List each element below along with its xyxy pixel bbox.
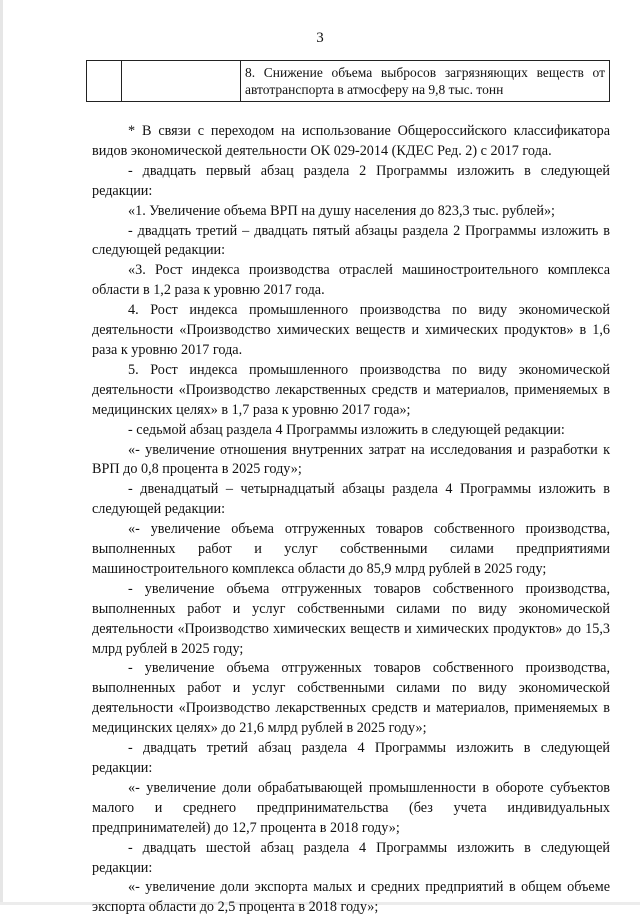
table-row bbox=[87, 61, 610, 102]
paragraph: - двадцать первый абзац раздела 2 Программы изложить в следующей редакции: bbox=[92, 162, 610, 199]
paragraph: «- увеличение отношения внутренних затрат на исследования и разработки к ВРП до 0,8 процента в 2025 году»; bbox=[92, 441, 610, 478]
page-number: 3 bbox=[316, 30, 324, 46]
paragraph: «- увеличение объема отгруженных товаров собственного производства, выполненных работ и услуг собственными силами предприятиями машиностроительного комплекса области до 85,9 млрд рублей в 2025 году; bbox=[92, 521, 610, 577]
paragraph: «- увеличение доли обрабатывающей промышленности в обороте субъектов малого и среднего предпринимательства (без учета индивидуальных предпринимателей) до 12,7 процента в 2018 году»; bbox=[92, 779, 610, 836]
table-cell-empty-1 bbox=[87, 61, 122, 102]
document-body bbox=[92, 122, 610, 918]
paragraph: - увеличение объема отгруженных товаров собственного производства, выполненных работ и услуг собственными силами по виду экономической деятельности «Производство химических веществ и химических продуктов» до 15,3 млрд рублей в 2025 году; bbox=[92, 580, 610, 657]
paragraph: - двадцать третий абзац раздела 4 Программы изложить в следующей редакции: bbox=[92, 740, 610, 776]
table-cell-empty-2 bbox=[122, 61, 241, 102]
indicator-table bbox=[86, 60, 610, 102]
paragraph: 4. Рост индекса промышленного производства по виду экономической деятельности «Производство химических веществ и химических продуктов» в 1,6 раза к уровню 2017 года. bbox=[92, 302, 610, 358]
paragraph: - седьмой абзац раздела 4 Программы изложить в следующей редакции: bbox=[128, 421, 565, 438]
footnote-paragraph: * В связи с переходом на использование Общероссийского классификатора видов экономической деятельности ОК 029-2014 (КДЕС Ред. 2) с 2017 года. bbox=[92, 123, 610, 159]
paragraph: «1. Увеличение объема ВРП на душу населения до 823,3 тыс. рублей»; bbox=[128, 202, 555, 219]
paragraph: - двенадцатый – четырнадцатый абзацы раздела 4 Программы изложить в следующей редакции: bbox=[92, 481, 610, 518]
paragraph: - увеличение объема отгруженных товаров собственного производства, выполненных работ и услуг собственными силами по виду экономической деятельности «Производство лекарственных средств и материалов, применяемых в медицинских целях» до 21,6 млрд рублей в 2025 году»; bbox=[92, 660, 610, 737]
paragraph: «- увеличение доли экспорта малых и средних предприятий в общем объеме экспорта области до 2,5 процента в 2018 году»; bbox=[92, 879, 610, 916]
scan-edge bbox=[0, 0, 3, 905]
paragraph: - двадцать третий – двадцать пятый абзацы раздела 2 Программы изложить в следующей редакции: bbox=[92, 222, 610, 259]
paragraph: 5. Рост индекса промышленного производства по виду экономической деятельности «Производство лекарственных средств и материалов, применяемых в медицинских целях» в 1,7 раза к уровню 2017 года»; bbox=[92, 361, 610, 418]
paragraph: - двадцать шестой абзац раздела 4 Программы изложить в следующей редакции: bbox=[92, 839, 610, 876]
table-cell-indicator: 8. Снижение объема выбросов загрязняющих веществ от автотранспорта в атмосферу на 9,8 тыс. тонн bbox=[241, 61, 610, 102]
paragraph: «3. Рост индекса производства отраслей машиностроительного комплекса области в 1,2 раза к уровню 2017 года. bbox=[92, 262, 610, 299]
